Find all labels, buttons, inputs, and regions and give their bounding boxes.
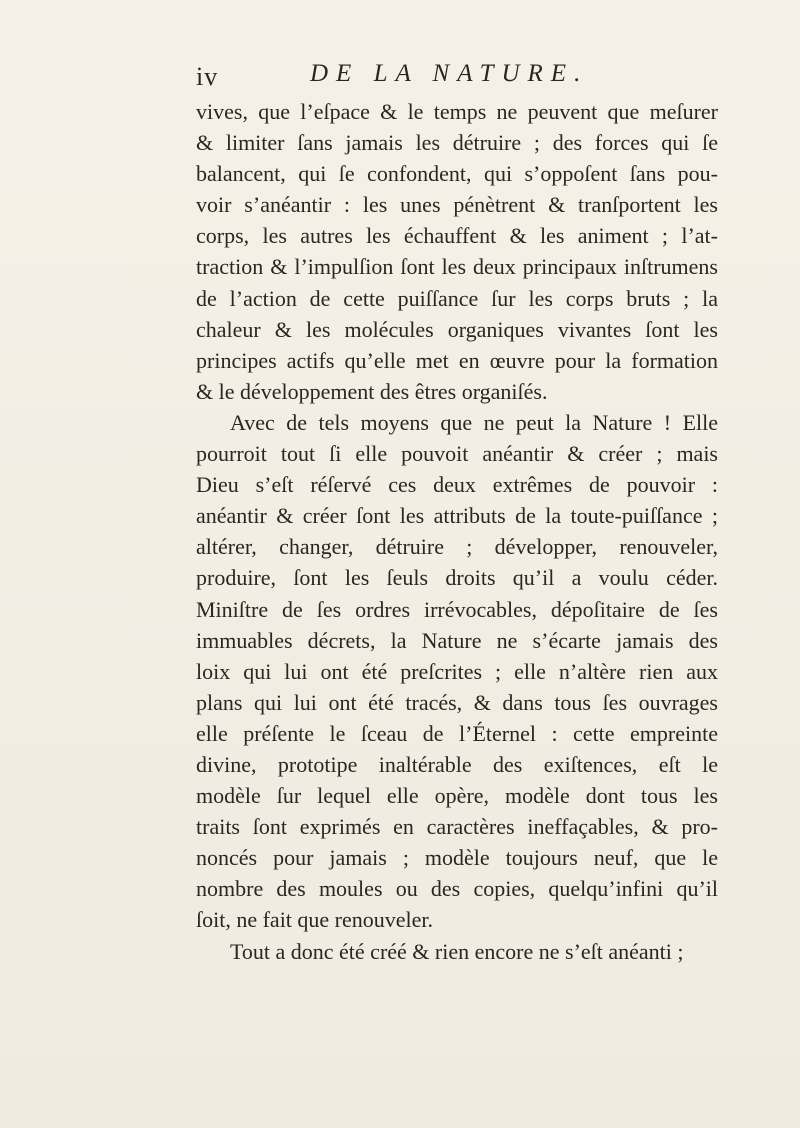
- page-number: iv: [196, 62, 219, 91]
- text-line: chaleur & les molécules organiques vivantes ſont les: [196, 316, 718, 342]
- text-line: divine, prototipe inaltérable des exiſtences, eſt le: [196, 751, 718, 777]
- text-line: elle préſente le ſceau de l’Éternel : cette empreinte: [196, 720, 718, 746]
- text-line: & le développement des êtres organiſés.: [196, 378, 548, 404]
- text-line: traction & l’impulſion ſont les deux principaux inſtrumens: [196, 254, 718, 280]
- text-line: corps, les autres les échauffent & les animent ; l’at-: [196, 223, 718, 249]
- text-line: Dieu s’eſt réſervé ces deux extrêmes de pouvoir :: [196, 472, 718, 498]
- text-line: immuables décrets, la Nature ne s’écarte jamais des: [196, 627, 718, 653]
- text-line: Tout a donc été créé & rien encore ne s’eſt anéanti ;: [230, 938, 684, 964]
- running-title: DE LA NATURE.: [310, 60, 589, 87]
- running-head: [196, 56, 716, 96]
- text-line: de l’action de cette puiſſance ſur les corps bruts ; la: [196, 285, 718, 311]
- text-line: noncés pour jamais ; modèle toujours neuf, que le: [196, 845, 718, 871]
- text-line: pourroit tout ſi elle pouvoit anéantir & créer ; mais: [196, 441, 718, 467]
- text-line: loix qui lui ont été preſcrites ; elle n’altère rien aux: [196, 658, 718, 684]
- text-line: produire, ſont les ſeuls droits qu’il a voulu céder.: [196, 565, 718, 591]
- text-line: traits ſont exprimés en caractères ineffaçables, & pro-: [196, 814, 718, 840]
- text-line: anéantir & créer ſont les attributs de la toute-puiſſance ;: [196, 503, 718, 529]
- text-line: balancent, qui ſe confondent, qui s’oppoſent ſans pou-: [196, 161, 718, 187]
- text-line: nombre des moules ou des copies, quelqu’infini qu’il: [196, 876, 718, 902]
- text-line: principes actifs qu’elle met en œuvre pour la formation: [196, 347, 718, 373]
- text-line: & limiter ſans jamais les détruire ; des forces qui ſe: [196, 130, 718, 156]
- text-line: modèle ſur lequel elle opère, modèle dont tous les: [196, 783, 718, 809]
- text-line: Avec de tels moyens que ne peut la Nature ! Elle: [230, 409, 718, 435]
- text-line: voir s’anéantir : les unes pénètrent & tranſportent les: [196, 192, 718, 218]
- body-text: [196, 96, 718, 967]
- text-line: vives, que l’eſpace & le temps ne peuvent que meſurer: [196, 99, 718, 124]
- text-line: ſoit, ne fait que renouveler.: [196, 907, 434, 933]
- text-line: altérer, changer, détruire ; développer, renouveler,: [196, 534, 718, 560]
- text-line: plans qui lui ont été tracés, & dans tous ſes ouvrages: [196, 689, 718, 715]
- text-line: Miniſtre de ſes ordres irrévocables, dépoſitaire de ſes: [196, 596, 718, 622]
